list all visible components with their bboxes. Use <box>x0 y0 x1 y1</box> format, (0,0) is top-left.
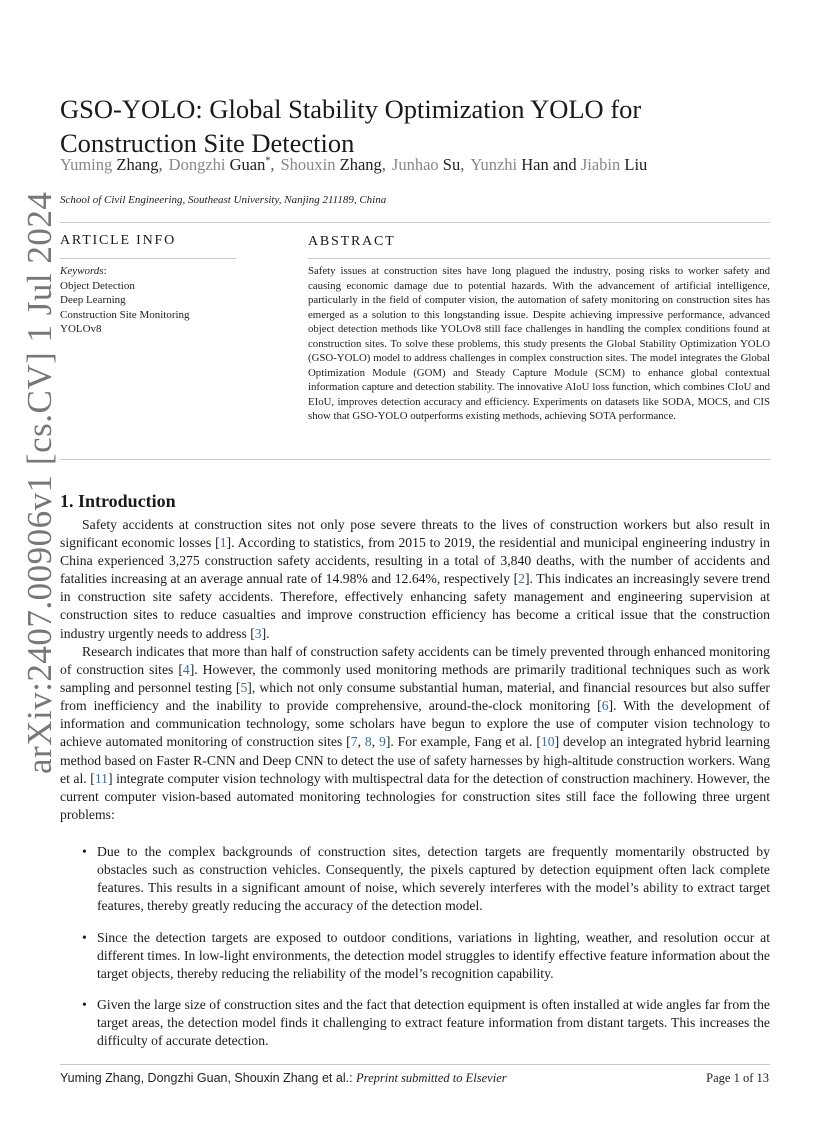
bullet-text: Due to the complex backgrounds of construction sites, detection targets are frequently momentarily obstructed by obstacles such as construction vehicles. Consequently, the pixels captured by detection equipment often lack complete features. This results in a significant amount of noise, which severely interferes with the model’s ability to extract target features, thereby greatly reducing the accuracy of the detection model. <box>97 844 770 914</box>
citation-link[interactable]: 11 <box>94 770 108 786</box>
citation-link[interactable]: 3 <box>254 625 262 641</box>
keywords-block: Keywords: Object Detection Deep Learning Construction Site Monitoring YOLOv8 <box>60 265 190 335</box>
citation-link[interactable]: 1 <box>219 535 227 551</box>
arxiv-identifier-stamp: arXiv:2407.00906v1 [cs.CV] 1 Jul 2024 <box>20 191 59 774</box>
article-info-heading: ARTICLE INFO <box>60 233 177 248</box>
citation-link[interactable]: 5 <box>240 680 248 696</box>
authors-conjunction: and <box>548 155 581 174</box>
footer-rule <box>60 1064 770 1065</box>
citation-link[interactable]: 2 <box>518 571 525 587</box>
author-name: Junhao Su <box>391 155 461 174</box>
rule-bottom <box>60 459 770 460</box>
footer-authors: Yuming Zhang, Dongzhi Guan, Shouxin Zhang et al.: <box>60 1071 353 1085</box>
footer-citation <box>60 1071 507 1086</box>
bullet-marker: • <box>82 997 87 1012</box>
rule-top <box>60 222 770 223</box>
bullet-marker: • <box>82 930 87 945</box>
intro-paragraph-1: Safety accidents at construction sites not only pose severe threats to the lives of construction workers but also result in significant economic losses [1]. According to statistics, from 2015 to 2019, the residential and municipal engineering industry in China experienced 3,275 construction safety accidents, resulting in a total of 3,840 deaths, with the number of accidents and fatalities increasing at an average annual rate of 14.98% and 12.64%, respectively [2]. This indicates an increasingly severe trend in construction site safety accidents. Therefore, effectively enhancing safety management and engineering supervision at construction sites to reduce casualties and improve construction efficiency has become a critical issue that the construction industry urgently needs to address [3]. <box>60 517 770 641</box>
keyword-item: YOLOv8 <box>60 323 102 335</box>
keywords-label: Keywords <box>60 265 104 277</box>
footer-journal: Preprint submitted to Elsevier <box>356 1071 507 1085</box>
bullet-item <box>80 929 770 983</box>
citation-link[interactable]: 9 <box>379 734 386 750</box>
author-name: Shouxin Zhang <box>280 155 382 174</box>
keyword-item: Deep Learning <box>60 294 126 306</box>
citation-link[interactable]: 4 <box>182 662 190 678</box>
bullet-marker: • <box>82 844 87 859</box>
rule-abstract <box>308 258 770 259</box>
bullet-text: Since the detection targets are exposed to outdoor conditions, variations in lighting, weather, and resolution occur at different times. In low-light environments, the detection model struggles to identify effective feature information about the target objects, thereby reducing the reliability of the model’s recognition capability. <box>97 930 770 982</box>
bullet-text: Given the large size of construction sites and the fact that detection equipment is often installed at wide angles far from the target areas, the detection model finds it challenging to extract feature information from distant targets. This increases the difficulty of accurate detection. <box>97 997 770 1049</box>
abstract-body: Safety issues at construction sites have long plagued the industry, posing risks to worker safety and causing economic damage due to potential hazards. With the advancement of artificial intelligence, particularly in the field of computer vision, the automation of safety monitoring on construction sites has emerged as a solution to this longstanding issue. Despite achieving impressive performance, advanced object detection methods like YOLOv8 still face challenges in handling the complex conditions found at construction sites. To solve these problems, this study presents the Global Stability Optimization YOLO (GSO-YOLO) model to address challenges in complex construction sites. The model integrates the Global Optimization Module (GOM) and Steady Capture Module (SCM) to enhance global contextual information capture and detection stability. The innovative AIoU loss function, which combines CIoU and EIoU, improves detection accuracy and efficiency. Experiments on datasets like SODA, MOCS, and CIS show that GSO-YOLO outperforms existing methods, achieving SOTA performance. <box>308 265 770 422</box>
citation-link[interactable]: 10 <box>540 734 555 750</box>
abstract-heading: ABSTRACT <box>308 234 396 249</box>
keyword-item: Object Detection <box>60 279 135 292</box>
author-name: Jiabin Liu <box>580 155 648 174</box>
paper-title: GSO-YOLO: Global Stability Optimization YOLO for Construction Site Detection <box>60 93 642 158</box>
section-heading-introduction: 1. Introduction <box>60 491 176 511</box>
citation-link[interactable]: 6 <box>601 698 609 714</box>
bullet-item <box>80 996 770 1050</box>
keyword-list <box>60 279 190 337</box>
author-name: Yunzhi Han <box>470 155 549 174</box>
keyword-item: Construction Site Monitoring <box>60 308 190 321</box>
page-number: Page 1 of 13 <box>706 1071 769 1085</box>
citation-link[interactable]: 7 <box>350 734 358 750</box>
author-list: Yuming Zhang, Dongzhi Guan*, Shouxin Zhang, Junhao Su, Yunzhi Han and Jiabin Liu <box>60 155 648 174</box>
bullet-item <box>80 843 770 915</box>
citation-link[interactable]: 8 <box>364 734 372 750</box>
author-name: Dongzhi Guan* <box>168 155 271 174</box>
author-name: Yuming Zhang <box>60 155 159 174</box>
rule-article-info <box>60 258 236 259</box>
intro-paragraph-2: Research indicates that more than half of construction safety accidents can be timely prevented through enhanced monitoring of construction sites [4]. However, the commonly used monitoring methods are primarily traditional techniques such as work sampling and personnel testing [5], which not only consume substantial human, material, and financial resources but also suffer from inefficiency and the inability to provide comprehensive, around-the-clock monitoring [6]. With the development of information and communication technology, some scholars have begun to explore the use of computer vision technology to achieve automated monitoring of construction sites [7, 8, 9]. For example, Fang et al. [10] develop an integrated hybrid learning method based on Faster R-CNN and Deep CNN to detect the use of safety harnesses by high-altitude construction workers. Wang et al. [11] integrate computer vision technology with multispectral data for the detection of construction machinery. However, the current computer vision-based automated monitoring technologies for construction sites still face the following three urgent problems: <box>60 644 771 822</box>
affiliation: School of Civil Engineering, Southeast University, Nanjing 211189, China <box>60 194 387 206</box>
